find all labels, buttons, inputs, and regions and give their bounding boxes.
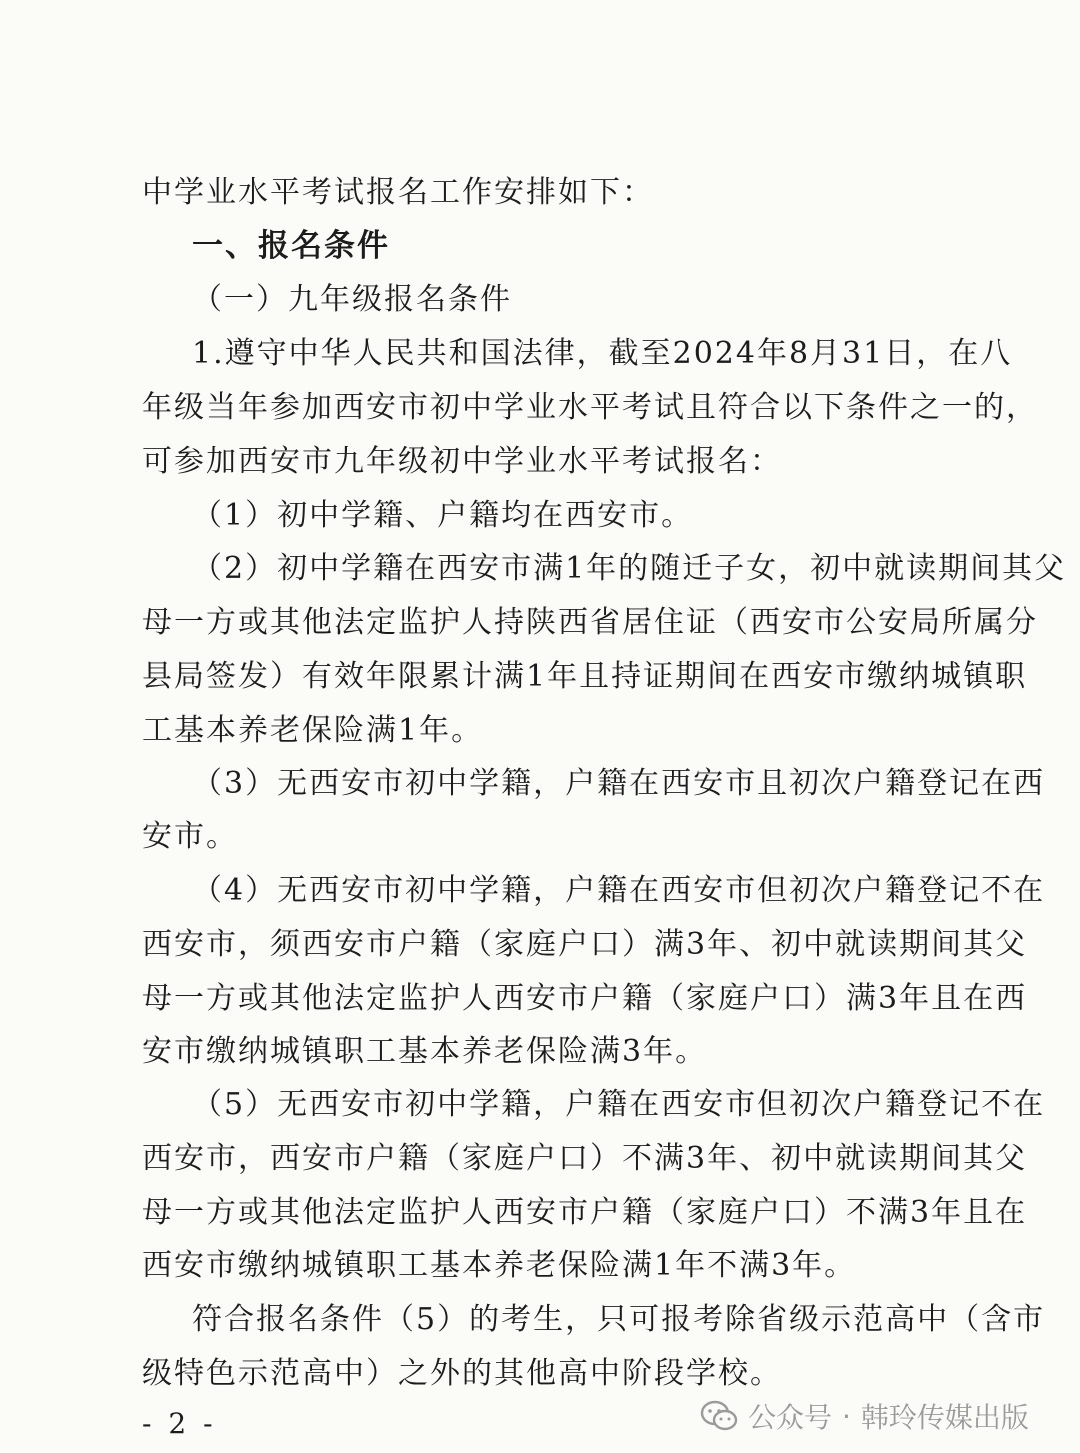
paragraph-line: 1.遵守中华人民共和国法律，截至2024年8月31日，在八 bbox=[192, 336, 1013, 371]
wechat-icon bbox=[700, 1400, 738, 1432]
paragraph-line: 工基本养老保险满1年。 bbox=[142, 713, 484, 748]
paragraph-line: 西安市缴纳城镇职工基本养老保险满1年不满3年。 bbox=[142, 1248, 857, 1283]
page-number: - 2 - bbox=[142, 1407, 217, 1440]
paragraph-line-intro: 中学业水平考试报名工作安排如下： bbox=[142, 175, 654, 210]
watermark-label: 公众号 bbox=[748, 1401, 833, 1434]
paragraph-line: 西安市，须西安市户籍（家庭户口）满3年、初中就读期间其父 bbox=[142, 927, 1028, 962]
paragraph-line: 可参加西安市九年级初中学业水平考试报名： bbox=[142, 444, 782, 479]
watermark-account: 韩玲传媒出版 bbox=[860, 1401, 1029, 1434]
paragraph-line: （3）无西安市初中学籍，户籍在西安市且初次户籍登记在西 bbox=[192, 766, 1046, 801]
paragraph-line: 县局签发）有效年限累计满1年且持证期间在西安市缴纳城镇职 bbox=[142, 659, 1028, 694]
paragraph-line: 安市。 bbox=[142, 819, 238, 854]
paragraph-line: （1）初中学籍、户籍均在西安市。 bbox=[192, 498, 694, 533]
paragraph-line: （4）无西安市初中学籍，户籍在西安市但初次户籍登记不在 bbox=[192, 873, 1046, 908]
watermark bbox=[700, 1396, 1029, 1436]
section-heading: 一、报名条件 bbox=[192, 228, 390, 264]
paragraph-line: 母一方或其他法定监护人西安市户籍（家庭户口）满3年且在西 bbox=[142, 981, 1028, 1016]
paragraph-line: 级特色示范高中）之外的其他高中阶段学校。 bbox=[142, 1356, 782, 1391]
paragraph-line: 安市缴纳城镇职工基本养老保险满3年。 bbox=[142, 1034, 708, 1069]
paragraph-line: 年级当年参加西安市初中学业水平考试且符合以下条件之一的， bbox=[142, 390, 1038, 425]
watermark-separator: · bbox=[842, 1399, 851, 1433]
paragraph-line: 母一方或其他法定监护人西安市户籍（家庭户口）不满3年且在 bbox=[142, 1195, 1028, 1230]
paragraph-line: （5）无西安市初中学籍，户籍在西安市但初次户籍登记不在 bbox=[192, 1087, 1046, 1122]
paragraph-line: （2）初中学籍在西安市满1年的随迁子女，初中就读期间其父 bbox=[192, 551, 1067, 586]
subsection-heading: （一）九年级报名条件 bbox=[192, 282, 512, 317]
paragraph-line: 母一方或其他法定监护人持陕西省居住证（西安市公安局所属分 bbox=[142, 605, 1038, 640]
paragraph-line: 西安市，西安市户籍（家庭户口）不满3年、初中就读期间其父 bbox=[142, 1141, 1028, 1176]
paragraph-line: 符合报名条件（5）的考生，只可报考除省级示范高中（含市 bbox=[192, 1302, 1046, 1337]
